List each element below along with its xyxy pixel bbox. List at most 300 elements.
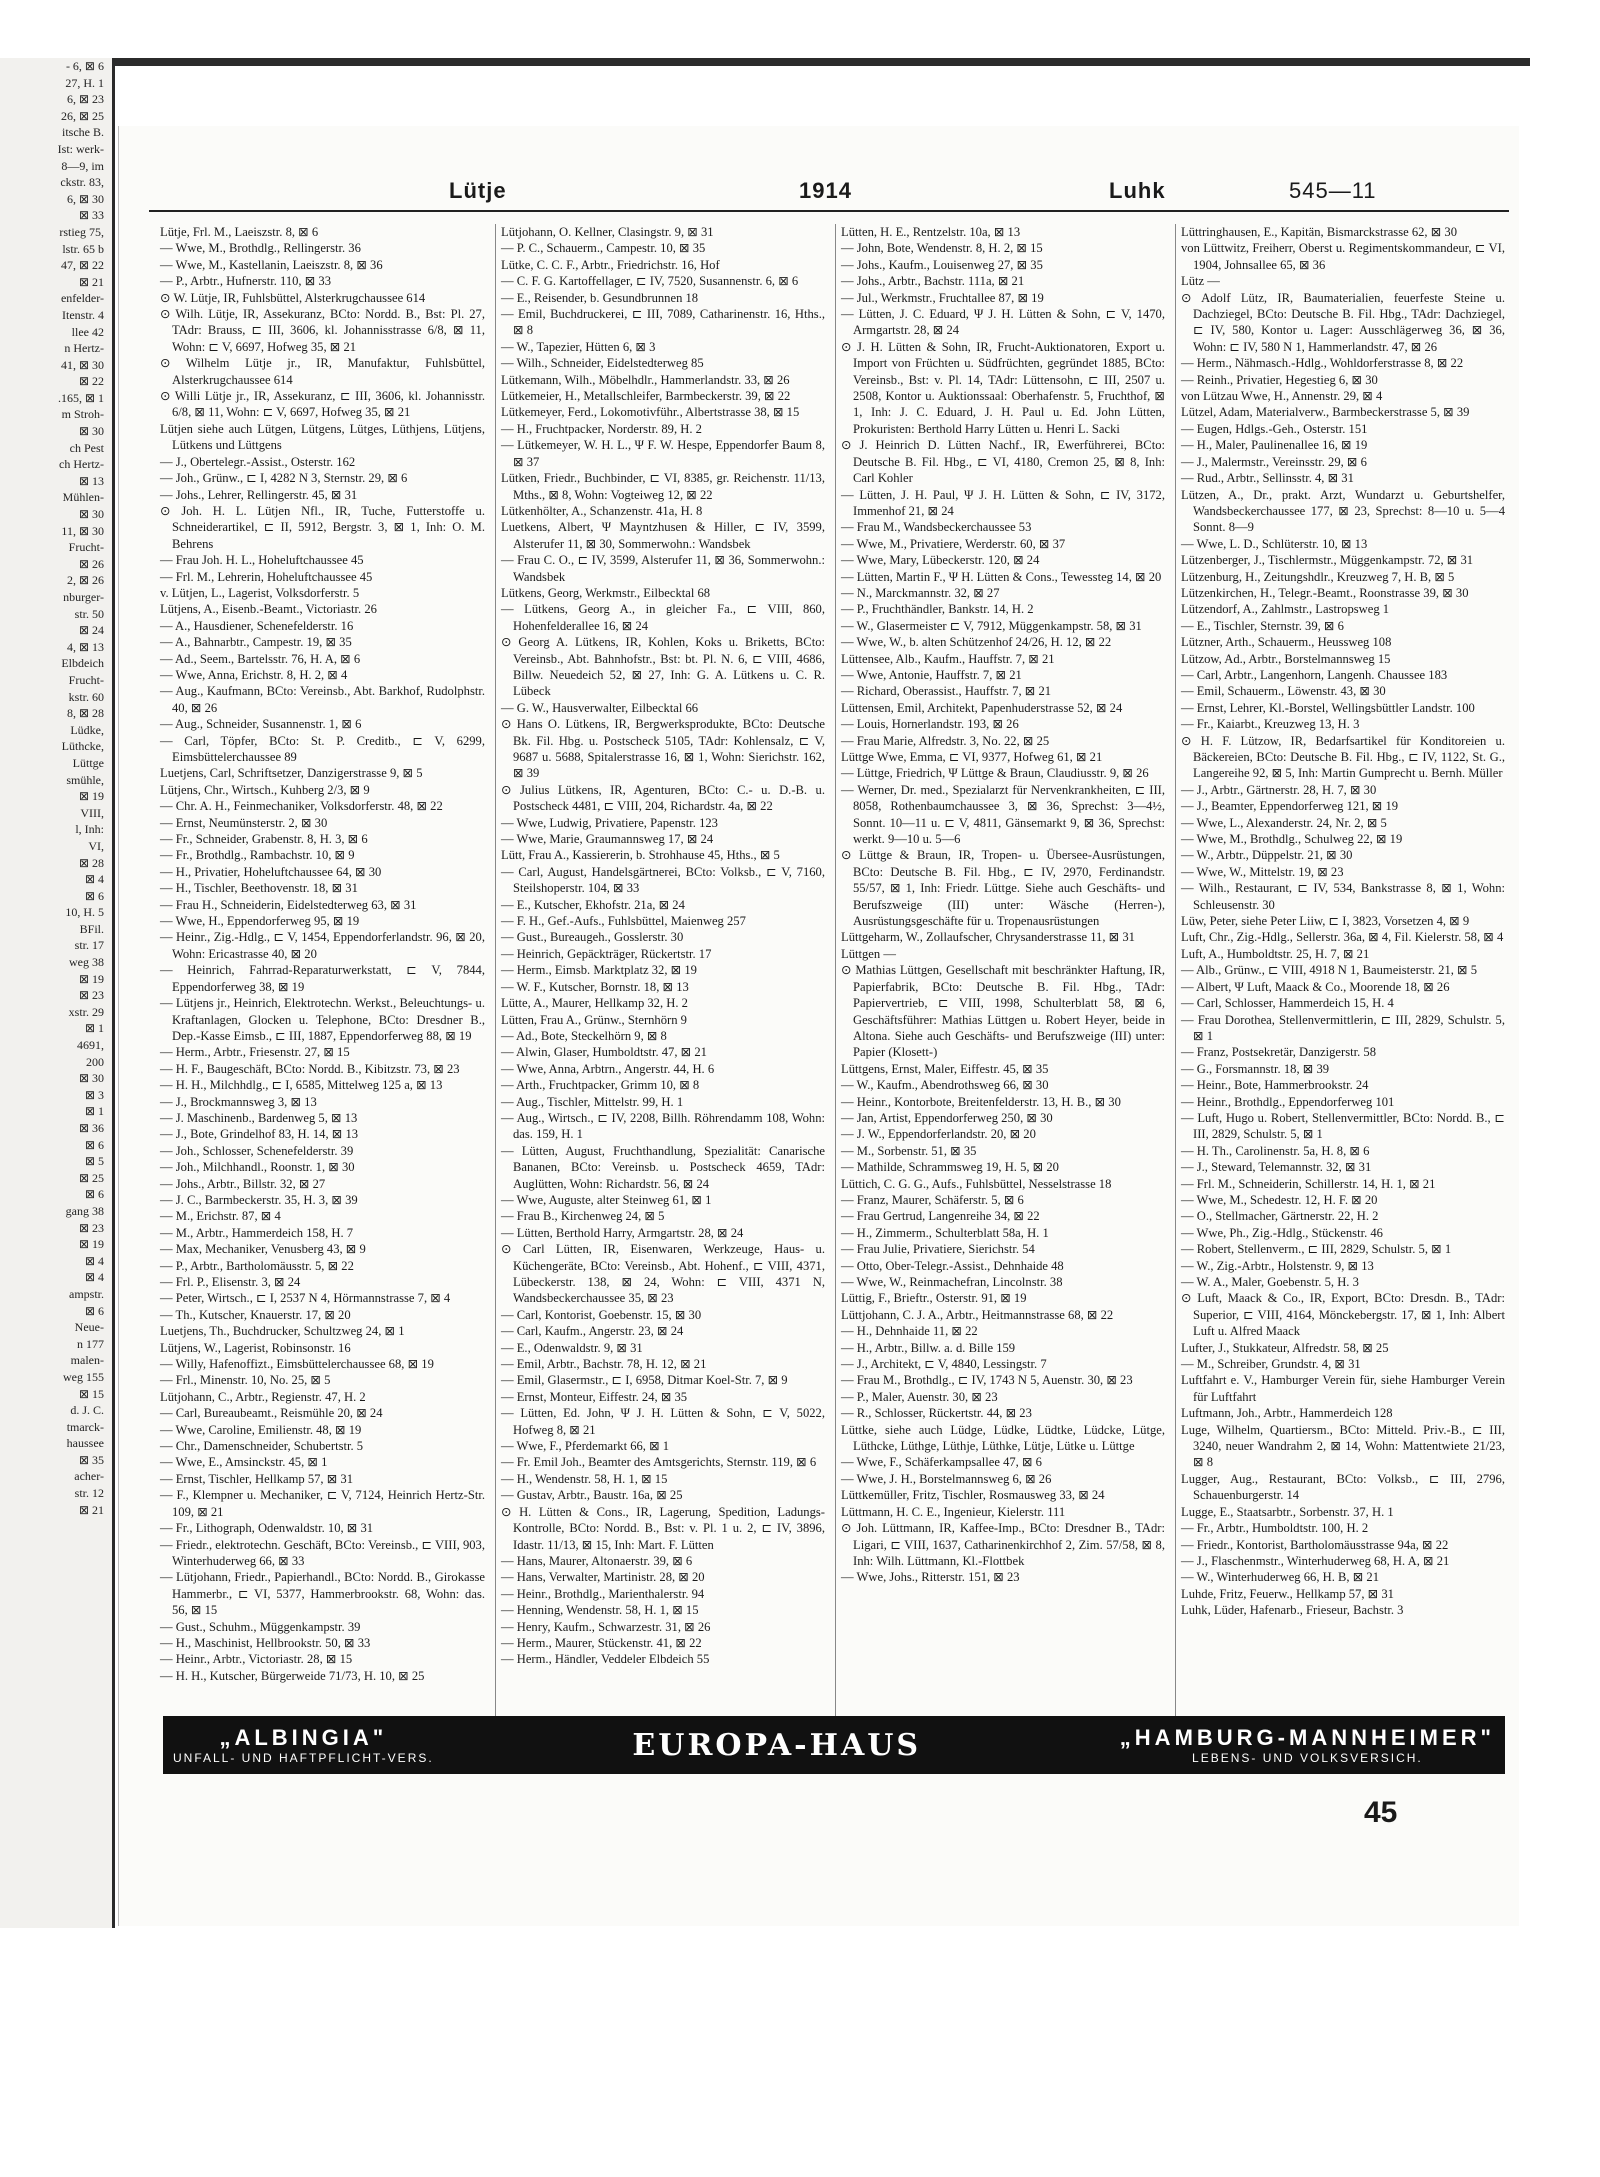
directory-entry: — F., Klempner u. Mechaniker, ⊏ V, 7124, Heinrich Hertz-Str. 109, ⊠ 21 — [160, 1488, 485, 1519]
directory-entry: Lütjohann, C., Arbtr., Regienstr. 47, H. 2 — [160, 1389, 366, 1404]
previous-page-fragment: 4691, — [77, 1038, 104, 1053]
directory-entry: — Carl, Schlosser, Hammerdeich 15, H. 4 — [1181, 996, 1394, 1011]
directory-entry: — Ernst, Monteur, Eiffestr. 24, ⊠ 35 — [501, 1389, 688, 1404]
directory-entry: Lugge, E., Staatsarbtr., Sorbenstr. 37, H. 1 — [1181, 1504, 1394, 1519]
previous-page-fragment: 4, ⊠ 13 — [66, 639, 104, 654]
directory-entry: — M., Schreiber, Grundstr. 4, ⊠ 31 — [1181, 1357, 1361, 1372]
directory-entry: Luetjens, Th., Buchdrucker, Schultzweg 24, ⊠ 1 — [160, 1324, 405, 1339]
directory-entry: v. Lütjen, L., Lagerist, Volksdorferstr. 5 — [160, 585, 360, 600]
directory-entry: — A., Bahnarbtr., Campestr. 19, ⊠ 35 — [160, 635, 352, 650]
directory-entry: — Emil, Arbtr., Bachstr. 78, H. 12, ⊠ 21 — [501, 1357, 707, 1372]
directory-entry: — W., Tapezier, Hütten 6, ⊠ 3 — [501, 339, 656, 354]
directory-entry: — Lütkemeyer, W. H. L., Ψ F. W. Hespe, Eppendorfer Baum 8, ⊠ 37 — [501, 438, 825, 469]
directory-entry: — Jan, Artist, Eppendorferweg 250, ⊠ 30 — [841, 1110, 1053, 1125]
directory-entry: ⊙ Willi Lütje jr., IR, Assekuranz, ⊏ III, 3606, kl. Johannisstr. 6/8, ⊠ 11, Wohn: ⊏ V, 6697, Hofweg 35, ⊠ 21 — [160, 389, 485, 420]
previous-page-fragment: ckstr. 83, — [60, 175, 104, 190]
header-page-number: 545—11 — [1289, 178, 1377, 203]
directory-entry: Lüttgeharm, W., Zollaufscher, Chrysanderstrasse 11, ⊠ 31 — [841, 930, 1135, 945]
directory-entry: — Frau H., Schneiderin, Eidelstedterweg 63, ⊠ 31 — [160, 897, 417, 912]
directory-entry: — Friedr., elektrotechn. Geschäft, BCto: Vereinsb., ⊏ VIII, 903, Winterhuderweg 66, ⊠ 33 — [160, 1537, 485, 1568]
directory-entry: Lütjohann, O. Kellner, Clasingstr. 9, ⊠ 31 — [501, 225, 714, 239]
previous-page-fragment: - 6, ⊠ 6 — [65, 59, 104, 73]
previous-page-fragment: ⊠ 21 — [78, 1502, 104, 1517]
advertisement-banner — [163, 1716, 1505, 1774]
directory-entry: — Herm., Nähmasch.-Hdlg., Wohldorferstrasse 8, ⊠ 22 — [1181, 356, 1464, 371]
previous-page-fragment: ⊠ 19 — [78, 789, 104, 804]
directory-entry: — Wwe, Auguste, alter Steinweg 61, ⊠ 1 — [501, 1192, 712, 1207]
previous-page-fragment: ch Hertz- — [59, 457, 104, 472]
directory-entry: — Fr., Kaiarbt., Kreuzweg 13, H. 3 — [1181, 717, 1360, 732]
directory-entry: ⊙ Adolf Lütz, IR, Baumaterialien, feuerfeste Steine u. Dachziegel, BCto: Deutsche B. Fil. Hbg., TAdr: Dachziegel, ⊏ IV, 580, Kontor u. Lager: Ausschlägerweg 36, ⊠ 36, Wohn: ⊏ IV, 580 N 1, Hammerlandstr. 47, ⊠ 26 — [1181, 290, 1505, 354]
previous-page-fragment: ⊠ 33 — [78, 208, 104, 223]
previous-page-fragment: Elbdeich — [61, 656, 104, 671]
directory-entry: — H. H., Milchhdlg., ⊏ I, 6585, Mittelweg 125 a, ⊠ 13 — [160, 1078, 443, 1093]
directory-entry: — Alwin, Glaser, Humboldtstr. 47, ⊠ 21 — [501, 1045, 707, 1060]
previous-page-fragment: 27, H. 1 — [65, 75, 104, 90]
directory-entry: — H., Zimmerm., Schulterblatt 58a, H. 1 — [841, 1225, 1049, 1240]
directory-entry: — R., Schlosser, Rückertstr. 44, ⊠ 23 — [841, 1406, 1032, 1421]
directory-entry: — Jul., Werkmstr., Fruchtallee 87, ⊠ 19 — [841, 290, 1044, 305]
previous-page-fragment: ⊠ 30 — [78, 1071, 104, 1086]
previous-page-fragment: str. 50 — [74, 606, 104, 621]
directory-entry: — Wwe, F., Pferdemarkt 66, ⊠ 1 — [501, 1439, 670, 1454]
directory-entry: ⊙ Julius Lütkens, IR, Agenturen, BCto: C.- u. D.-B. u. Postscheck 4481, ⊏ VIII, 204, Richardstr. 4a, ⊠ 22 — [501, 782, 825, 814]
directory-entry: — J., Arbtr., Gärtnerstr. 28, H. 7, ⊠ 30 — [1181, 782, 1377, 797]
directory-entry: — H., Tischler, Beethovenstr. 18, ⊠ 31 — [160, 881, 358, 896]
directory-entry: — Willy, Hafenoffizt., Eimsbüttelerchaussee 68, ⊠ 19 — [160, 1357, 434, 1372]
directory-entry: ⊙ Wilhelm Lütje jr., IR, Manufaktur, Fuhlsbüttel, Alsterkrugchaussee 614 — [160, 356, 485, 387]
previous-page-fragment: Ist: werk- — [57, 141, 104, 156]
directory-entry: — Wwe, M., Privatiere, Werderstr. 60, ⊠ 37 — [841, 536, 1066, 551]
directory-entry: Lütkens, Georg, Werkmstr., Eilbecktal 68 — [501, 585, 711, 600]
directory-entry: — Chr. A. H., Feinmechaniker, Volksdorferstr. 48, ⊠ 22 — [160, 799, 443, 814]
directory-entry: ⊙ H. F. Lützow, IR, Bedarfsartikel für Konditoreien u. Bäckereien, BCto: Deutsche B. Fil. Hbg., ⊏ IV, 1122, St. G., Langereihe 92, ⊠ 5, Inh: Martin Gumprecht u. Bernh. Müller — [1181, 733, 1505, 781]
previous-page-fragment: ⊠ 4 — [84, 1270, 104, 1285]
previous-page-fragment: ⊠ 19 — [78, 1237, 104, 1252]
directory-entry: — Th., Kutscher, Knauerstr. 17, ⊠ 20 — [160, 1307, 351, 1322]
previous-page-fragment: Lüttge — [72, 755, 104, 770]
directory-entry: Lüttkemüller, Fritz, Tischler, Rosmausweg 33, ⊠ 24 — [841, 1488, 1105, 1503]
directory-entry: — Frau Dorothea, Stellenvermittlerin, ⊏ III, 2829, Schulstr. 5, ⊠ 1 — [1181, 1012, 1505, 1043]
directory-entry: — Wwe, Ludwig, Privatiere, Papenstr. 123 — [501, 815, 718, 830]
previous-page-fragment: 6, ⊠ 23 — [66, 92, 104, 107]
directory-entry: — Heinrich, Fahrrad-Reparaturwerkstatt, ⊏ V, 7844, Eppendorferweg 38, ⊠ 19 — [160, 963, 485, 994]
previous-page-fragment: BFil. — [79, 921, 104, 936]
directory-entry: von Lüttwitz, Freiherr, Oberst u. Regimentskommandeur, ⊏ VI, 1904, Johnsallee 65, ⊠ 36 — [1181, 241, 1505, 272]
directory-entry: — Emil, Schauerm., Löwenstr. 43, ⊠ 30 — [1181, 684, 1386, 699]
directory-entry: — Lütten, Berthold Harry, Armgartstr. 28, ⊠ 24 — [501, 1225, 744, 1240]
directory-entry: — Aug., Schneider, Susannenstr. 1, ⊠ 6 — [160, 717, 362, 732]
previous-page-fragment: lstr. 65 b — [62, 241, 104, 256]
column-3 — [835, 224, 1165, 1724]
directory-entry: — Wwe, M., Schedestr. 12, H. F. ⊠ 20 — [1181, 1192, 1378, 1207]
directory-entry: — Ad., Bote, Steckelhörn 9, ⊠ 8 — [501, 1028, 667, 1043]
previous-page-fragment: ⊠ 22 — [78, 374, 104, 389]
directory-entry: — Wilh., Schneider, Eidelstedterweg 85 — [501, 356, 704, 371]
directory-entry: — J., Malermstr., Vereinsstr. 29, ⊠ 6 — [1181, 454, 1367, 469]
directory-entry: — G., Forsmannstr. 18, ⊠ 39 — [1181, 1061, 1330, 1076]
directory-entry: — H., Maschinist, Hellbrookstr. 50, ⊠ 33 — [160, 1635, 371, 1650]
column-4 — [1175, 224, 1505, 1724]
previous-page-fragment: ⊠ 35 — [78, 1452, 104, 1467]
previous-page-fragment: smühle, — [66, 772, 104, 787]
directory-entry: Luftfahrt e. V., Hamburger Verein für, siehe Hamburger Verein für Luftfahrt — [1181, 1373, 1505, 1404]
directory-entry: Lützenkirchen, H., Telegr.-Beamt., Roonstrasse 39, ⊠ 30 — [1181, 585, 1469, 600]
previous-page-fragment: 8, ⊠ 28 — [66, 706, 104, 721]
directory-entry: — Wwe, Marie, Graumannsweg 17, ⊠ 24 — [501, 832, 714, 847]
directory-entry: Lüttig, F., Brieftr., Osterstr. 91, ⊠ 19 — [841, 1291, 1027, 1306]
previous-page-fragment: Frucht- — [68, 540, 104, 555]
directory-entry: — O., Stellmacher, Gärtnerstr. 22, H. 2 — [1181, 1209, 1379, 1224]
directory-entry: — Lütten, J. C. Eduard, Ψ J. H. Lütten & Sohn, ⊏ V, 1470, Armgartstr. 28, ⊠ 24 — [841, 307, 1165, 338]
previous-page-fragment: nburger- — [63, 590, 104, 604]
directory-entry: — Frau Gertrud, Langenreihe 34, ⊠ 22 — [841, 1209, 1040, 1224]
directory-entry: — H., Wendenstr. 58, H. 1, ⊠ 15 — [501, 1471, 668, 1486]
directory-entry: ⊙ Lüttge & Braun, IR, Tropen- u. Übersee-Ausrüstungen, BCto: Deutsche B. Fil. Hbg., ⊏ IV, 2970, Ferdinandstr. 55/57, ⊠ 1, Inh: Friedr. Lüttge. Siehe auch Geschäfts- und Berufszweige (III) unter: Wäsche (Herren-), Ausrüstungsgeschäfte für u. Tropenausrüstungen — [841, 848, 1165, 929]
directory-entry: Lütte, A., Maurer, Hellkamp 32, H. 2 — [501, 996, 688, 1011]
previous-page-fragment: 11, ⊠ 30 — [61, 523, 104, 538]
directory-entry: — Wwe, Ph., Zig.-Hdlg., Stückenstr. 46 — [1181, 1225, 1383, 1240]
directory-entry: — H., Maler, Paulinenallee 16, ⊠ 19 — [1181, 438, 1368, 453]
directory-entry: Lütz — — [1181, 274, 1220, 289]
directory-entry: — Wwe, M., Kastellanin, Laeiszstr. 8, ⊠ 36 — [160, 257, 383, 272]
directory-entry: — W., Winterhuderweg 66, H. B, ⊠ 21 — [1181, 1570, 1380, 1585]
directory-entry: Luhde, Fritz, Feuerw., Hellkamp 57, ⊠ 31 — [1181, 1586, 1394, 1601]
directory-entry: Lütten, H. E., Rentzelstr. 10a, ⊠ 13 — [841, 225, 1021, 239]
column-2 — [495, 224, 825, 1724]
previous-page-fragment: tmarck- — [66, 1419, 104, 1434]
directory-entry: Lützenburg, H., Zeitungshdlr., Kreuzweg 7, H. B, ⊠ 5 — [1181, 569, 1455, 584]
directory-entry: — Emil, Glasermstr., ⊏ I, 6958, Ditmar Koel-Str. 7, ⊠ 9 — [501, 1373, 788, 1388]
directory-entry: — Frau M., Wandsbeckerchaussee 53 — [841, 520, 1032, 535]
previous-page-fragment: str. 17 — [74, 938, 104, 953]
directory-entry: — Ad., Seem., Bartelsstr. 76, H. A, ⊠ 6 — [160, 651, 361, 666]
directory-entry: — H., Fruchtpacker, Norderstr. 89, H. 2 — [501, 421, 702, 436]
directory-entry: — Frau Julie, Privatiere, Sierichstr. 54 — [841, 1242, 1035, 1257]
directory-entry: — Friedr., Kontorist, Bartholomäusstrasse 94a, ⊠ 22 — [1181, 1537, 1449, 1552]
directory-entry: ⊙ J. H. Lütten & Sohn, IR, Frucht-Auktionatoren, Export u. Import von Früchten u. Südfrüchten, gegründet 1885, BCto: Vereinsb., Bst: v. Pl. 14, TAdr: Lüttensohn, ⊏ III, 2507 u. 2508, Kontor u. Auktionssaal: Oberhafenstr. 5, Fruchthof, ⊠ 1, Inh: J. C. Eduard, J. H. Paul u. Ed. John Lütten, Prokuristen: Berthold Harry Lütten u. Henri L. Sacki — [841, 339, 1165, 436]
directory-entry: Luetjens, Carl, Schriftsetzer, Danzigerstrasse 9, ⊠ 5 — [160, 766, 423, 781]
directory-entry: — Herm., Maurer, Stückenstr. 41, ⊠ 22 — [501, 1635, 702, 1650]
previous-page-fragment: ⊠ 23 — [78, 1220, 104, 1235]
directory-entry: — Aug., Tischler, Mittelstr. 99, H. 1 — [501, 1094, 684, 1109]
previous-page-fragment: llee 42 — [71, 324, 104, 339]
directory-entry: — J., Beamter, Eppendorferweg 121, ⊠ 19 — [1181, 799, 1399, 814]
directory-entry: — Frau Joh. H. L., Hoheluftchaussee 45 — [160, 553, 364, 568]
directory-entry: — W. F., Kutscher, Bornstr. 18, ⊠ 13 — [501, 979, 689, 994]
directory-entry: — Carl, Arbtr., Langenhorn, Langenh. Chaussee 183 — [1181, 667, 1448, 682]
directory-entry: Lütkemeyer, Ferd., Lokomotivführ., Albertstrasse 38, ⊠ 15 — [501, 405, 800, 420]
directory-entry: — Emil, Buchdruckerei, ⊏ III, 7089, Catharinenstr. 16, Hths., ⊠ 8 — [501, 307, 825, 338]
previous-page-fragment: ⊠ 1 — [84, 1021, 104, 1036]
directory-entry: — Frau B., Kirchenweg 24, ⊠ 5 — [501, 1209, 665, 1224]
directory-entry: — Carl, Töpfer, BCto: St. P. Creditb., ⊏ V, 6299, Eimsbüttelerchaussee 89 — [160, 733, 485, 764]
previous-page-fragment: ⊠ 24 — [78, 623, 104, 638]
directory-entry: — Wwe, H., Eppendorferweg 95, ⊠ 19 — [160, 914, 360, 929]
directory-entry: — Carl, Bureaubeamt., Reismühle 20, ⊠ 24 — [160, 1406, 383, 1421]
ad-hm-title: „HAMBURG-MANNHEIMER" — [1119, 1725, 1495, 1750]
directory-entry: — Ernst, Lehrer, Kl.-Borstel, Wellingsbüttler Landstr. 100 — [1181, 700, 1475, 715]
column-1 — [155, 224, 485, 1724]
directory-entry: — Frl. M., Lehrerin, Hoheluftchaussee 45 — [160, 569, 373, 584]
directory-entry: — J., Brockmannsweg 3, ⊠ 13 — [160, 1094, 317, 1109]
directory-entry: ⊙ Wilh. Lütje, IR, Assekuranz, BCto: Nordd. B., Bst: Pl. 27, TAdr: Brauss, ⊏ III, 3606, kl. Johannisstrasse 6/8, ⊠ 11, Wohn: ⊏ V, 6697, Hofweg 35, ⊠ 21 — [160, 307, 485, 354]
directory-entry: Lütke, C. C. F., Arbtr., Friedrichstr. 16, Hof — [501, 257, 720, 272]
directory-entry: Luft, A., Humboldtstr. 25, H. 7, ⊠ 21 — [1181, 946, 1370, 961]
directory-entry: — Lütten, August, Fruchthandlung, Spezialität: Canarische Bananen, BCto: Vereinsb. u. Postscheck 4659, TAdr: Auglütten, Wohn: Richardstr. 56, ⊠ 24 — [501, 1143, 825, 1191]
directory-entry: Lüttensee, Alb., Kaufm., Hauffstr. 7, ⊠ 21 — [841, 651, 1055, 666]
directory-entry: — Heinr., Brothdlg., Eppendorferweg 101 — [1181, 1094, 1395, 1109]
scan-margin — [0, 1928, 1600, 2177]
directory-entry: — Arth., Fruchtpacker, Grimm 10, ⊠ 8 — [501, 1078, 700, 1093]
directory-entry: — Lütjens jr., Heinrich, Elektrotechn. Werkst., Beleuchtungs- u. Kraftanlagen, Glocken u. Telephone, BCto: Dresdner B., Dep.-Kasse Eimsb., ⊏ III, 1887, Eppendorferweg 88, ⊠ 19 — [160, 996, 485, 1043]
directory-entry: Luge, Wilhelm, Quartiersm., BCto: Mitteld. Priv.-B., ⊏ III, 3240, neuer Wandrahm 2, ⊠ 14, Wohn: Mattentwiete 21/23, ⊠ 8 — [1181, 1422, 1505, 1470]
directory-entry: Lütten, Frau A., Grünw., Sternhörn 9 — [501, 1012, 687, 1027]
directory-entry: — Heinr., Arbtr., Victoriastr. 28, ⊠ 15 — [160, 1652, 353, 1667]
directory-entry: — P., Arbtr., Hufnerstr. 110, ⊠ 33 — [160, 274, 332, 289]
directory-entry: — Wwe, F., Schäferkampsallee 47, ⊠ 6 — [841, 1455, 1042, 1470]
directory-entry: ⊙ H. Lütten & Cons., IR, Lagerung, Spedition, Ladungs-Kontrolle, BCto: Nordd. B., Bst: v. Pl. 1 u. 2, ⊏ IV, 3896, Idastr. 11/13, ⊠ 15, Inh: Mart. F. Lütten — [501, 1504, 825, 1552]
directory-entry: — J., Flaschenmstr., Winterhuderweg 68, H. A, ⊠ 21 — [1181, 1553, 1450, 1568]
directory-entry: — Lütten, J. H. Paul, Ψ J. H. Lütten & Sohn, ⊏ IV, 3172, Immenhof 21, ⊠ 24 — [841, 487, 1165, 518]
directory-entry: — Frau C. O., ⊏ IV, 3599, Alsterufer 11, ⊠ 36, Sommerwohn.: Wandsbek — [501, 553, 825, 584]
previous-page-fragment: 47, ⊠ 22 — [60, 258, 104, 273]
directory-entry: — Max, Mechaniker, Venusberg 43, ⊠ 9 — [160, 1242, 366, 1257]
directory-entry: — H., Privatier, Hoheluftchaussee 64, ⊠ 30 — [160, 864, 382, 879]
directory-entry: Lüw, Peter, siehe Peter Liiw, ⊏ I, 3823, Vorsetzen 4, ⊠ 9 — [1181, 914, 1470, 929]
directory-entry: — J. Maschinenb., Bardenweg 5, ⊠ 13 — [160, 1110, 358, 1125]
previous-page-fragment: n 177 — [77, 1336, 104, 1351]
previous-page-fragment: 6, ⊠ 30 — [66, 191, 104, 206]
directory-entry: Lüttich, C. G. G., Aufs., Fuhlsbüttel, Nesselstrasse 18 — [841, 1176, 1112, 1191]
directory-entry: — P., Maler, Auenstr. 30, ⊠ 23 — [841, 1389, 998, 1404]
directory-entry: Lütjens, Chr., Wirtsch., Kuhberg 2/3, ⊠ 9 — [160, 782, 370, 797]
ad-hm-subtitle: LEBENS- UND VOLKSVERSICH. — [1192, 1751, 1423, 1765]
directory-entry: — Frl. P., Elisenstr. 3, ⊠ 24 — [160, 1275, 301, 1289]
directory-entry: ⊙ W. Lütje, IR, Fuhlsbüttel, Alsterkrugchaussee 614 — [160, 290, 426, 305]
directory-entry: — Hans, Maurer, Altonaerstr. 39, ⊠ 6 — [501, 1553, 693, 1568]
previous-page-fragment: 200 — [86, 1054, 104, 1069]
directory-entry: — Ernst, Neumünsterstr. 2, ⊠ 30 — [160, 815, 328, 830]
header-year: 1914 — [799, 178, 852, 203]
previous-page-fragment: n Hertz- — [64, 341, 104, 356]
directory-entry: — Wwe, Johs., Ritterstr. 151, ⊠ 23 — [841, 1570, 1020, 1585]
directory-entry: Lütkenhölter, A., Schanzenstr. 41a, H. 8 — [501, 503, 703, 518]
directory-entry: Lugger, Aug., Restaurant, BCto: Volksb., ⊏ III, 2796, Schauenburgerstr. 14 — [1181, 1471, 1505, 1503]
directory-entry: — Gust., Bureaugeh., Gosslerstr. 30 — [501, 930, 684, 945]
previous-page-fragment: .165, ⊠ 1 — [57, 390, 104, 405]
directory-entry: — H., Arbtr., Billw. a. d. Bille 159 — [841, 1340, 1016, 1355]
directory-entry: — J. W., Eppendorferlandstr. 20, ⊠ 20 — [841, 1127, 1036, 1142]
directory-entry: — Wwe, L., Alexanderstr. 24, Nr. 2, ⊠ 5 — [1181, 815, 1387, 830]
previous-page-fragment: 10, H. 5 — [65, 905, 104, 920]
header-rule — [149, 210, 1509, 212]
header-left-name: Lütje — [449, 178, 507, 203]
directory-entry: — Wwe, L. D., Schlüterstr. 10, ⊠ 13 — [1181, 536, 1368, 551]
previous-page-fragment: ⊠ 23 — [78, 988, 104, 1003]
directory-entry: — Heinr., Brothdlg., Marienthalerstr. 94 — [501, 1586, 705, 1601]
directory-entry: — Lütten, Martin F., Ψ H. Lütten & Cons., Tewessteg 14, ⊠ 20 — [841, 569, 1162, 584]
directory-entry: — Wwe, Anna, Erichstr. 8, H. 2, ⊠ 4 — [160, 667, 348, 682]
directory-entry: — J., Bote, Grindelhof 83, H. 14, ⊠ 13 — [160, 1127, 359, 1142]
previous-page-fragment: ⊠ 21 — [78, 274, 104, 289]
directory-entry: — Frl., Minenstr. 10, No. 25, ⊠ 5 — [160, 1373, 331, 1388]
previous-page-fragment: ⊠ 13 — [78, 473, 104, 488]
directory-entry: — H., Dehnhaide 11, ⊠ 22 — [841, 1324, 978, 1339]
previous-page-fragment: kstr. 60 — [68, 689, 104, 704]
previous-page-fragment: Lüthcke, — [61, 739, 104, 754]
directory-entry: — Richard, Oberassist., Hauffstr. 7, ⊠ 21 — [841, 684, 1052, 699]
directory-entry: — Lüttge, Friedrich, Ψ Lüttge & Braun, Claudiusstr. 9, ⊠ 26 — [841, 766, 1149, 781]
directory-entry: — Joh., Schlosser, Schenefelderstr. 39 — [160, 1143, 354, 1158]
directory-entry: — Wwe, W., Mittelstr. 19, ⊠ 23 — [1181, 864, 1344, 879]
previous-page-fragment: haussee — [66, 1436, 104, 1451]
directory-entry: — Fr., Arbtr., Humboldtstr. 100, H. 2 — [1181, 1521, 1369, 1536]
previous-page-fragment: 8—9, im — [61, 158, 104, 173]
directory-entry: — Wwe, W., b. alten Schützenhof 24/26, H. 12, ⊠ 22 — [841, 635, 1112, 650]
directory-entry: — J., Architekt, ⊏ V, 4840, Lessingstr. 7 — [841, 1357, 1047, 1372]
previous-page-fragment: ⊠ 6 — [84, 1303, 104, 1318]
directory-entry: Lüttmann, H. C. E., Ingenieur, Kielerstr. 111 — [841, 1504, 1066, 1519]
directory-entry: — Herm., Eimsb. Marktplatz 32, ⊠ 19 — [501, 963, 697, 978]
previous-page-fragment: ⊠ 15 — [78, 1386, 104, 1401]
directory-entry: — Werner, Dr. med., Spezialarzt für Nervenkrankheiten, ⊏ III, 8058, Rothenbaumchaussee 3, ⊠ 36, Sprechst: 3—4½, Sonnt. 10—11 u. ⊏ V, 4811, Gänsemarkt 9, ⊠ 36, Sprechst: werkt. 9—10 u. 5—6 — [841, 782, 1165, 847]
directory-entry: — Johs., Arbtr., Billstr. 32, ⊠ 27 — [160, 1176, 326, 1191]
previous-page-fragment: enfelder- — [60, 291, 104, 306]
directory-entry: — Fr., Lithograph, Odenwaldstr. 10, ⊠ 31 — [160, 1521, 374, 1536]
directory-entry: — Gustav, Arbtr., Baustr. 16a, ⊠ 25 — [501, 1488, 683, 1503]
directory-entry: — Heinr., Bote, Hammerbrookstr. 24 — [1181, 1078, 1369, 1093]
directory-entry: — E., Reisender, b. Gesundbrunnen 18 — [501, 290, 699, 305]
directory-entry: — Carl, Kontorist, Goebenstr. 15, ⊠ 30 — [501, 1307, 702, 1322]
directory-entry: — Wwe, W., Reinmachefran, Lincolnstr. 38 — [841, 1275, 1063, 1289]
previous-page-fragment: acher- — [74, 1469, 104, 1484]
directory-entry: — Heinr., Kontorbote, Breitenfelderstr. 13, H. B., ⊠ 30 — [841, 1094, 1121, 1109]
header-right-name: Luhk — [1109, 178, 1166, 203]
directory-entry: — F. H., Gef.-Aufs., Fuhlsbüttel, Maienweg 257 — [501, 914, 746, 929]
directory-entry: ⊙ Georg A. Lütkens, IR, Kohlen, Koks u. Briketts, BCto: Vereinsb., Abt. Bahnhofstr., Bst: bt. Pl. N. 6, ⊏ VIII, 4686, Billw. Neuedeich 52, ⊠ 27, Inh: G. A. Lütkens u. C. R. Lübeck — [501, 635, 825, 699]
directory-entry: — Aug., Kaufmann, BCto: Vereinsb., Abt. Barkhof, Rudolphstr. 40, ⊠ 26 — [160, 684, 485, 715]
directory-entry: Lütkemann, Wilh., Möbelhdlr., Hammerlandstr. 33, ⊠ 26 — [501, 372, 790, 387]
directory-entry: — Wwe, M., Brothdlg., Schulweg 22, ⊠ 19 — [1181, 832, 1403, 847]
directory-entry: — John, Bote, Wendenstr. 8, H. 2, ⊠ 15 — [841, 241, 1043, 256]
directory-entry: ⊙ Carl Lütten, IR, Eisenwaren, Werkzeuge, Haus- u. Küchengeräte, BCto: Vereinsb., Abt. Hohenf., ⊏ VIII, 4371, Lübeckerstr. 138, ⊠ 24, Wohn: ⊏ VIII, 4371 N, Wandsbeckerchaussee 35, ⊠ 23 — [501, 1242, 825, 1306]
previous-page-fragment: ⊠ 6 — [84, 1187, 104, 1202]
directory-entry: Lütkemeier, H., Metallschleifer, Barmbeckerstr. 39, ⊠ 22 — [501, 389, 791, 404]
directory-entry: — Herm., Arbtr., Friesenstr. 27, ⊠ 15 — [160, 1045, 350, 1060]
directory-entry: — Carl, Kaufm., Angerstr. 23, ⊠ 24 — [501, 1324, 684, 1339]
directory-entry: — Fr. Emil Joh., Beamter des Amtsgerichts, Sternstr. 119, ⊠ 6 — [501, 1455, 817, 1470]
directory-entry: — Frl. M., Schneiderin, Schillerstr. 14, H. 1, ⊠ 21 — [1181, 1176, 1436, 1191]
previous-page-fragment: xstr. 29 — [68, 1004, 104, 1019]
directory-entry: Lütt, Frau A., Kassiererin, b. Strohhause 45, Hths., ⊠ 5 — [501, 848, 780, 863]
directory-entry: Luhk, Lüder, Hafenarb., Frieseur, Bachstr. 3 — [1181, 1603, 1404, 1618]
directory-entry: Luft, Chr., Zig.-Hdlg., Sellerstr. 36a, ⊠ 4, Fil. Kielerstr. 58, ⊠ 4 — [1181, 930, 1504, 945]
directory-entry: Lufter, J., Stukkateur, Alfredstr. 58, ⊠ 25 — [1181, 1340, 1389, 1355]
previous-page-fragment: ⊠ 25 — [78, 1170, 104, 1185]
directory-entry: — E., Kutscher, Ekhofstr. 21a, ⊠ 24 — [501, 897, 685, 912]
directory-entry: ⊙ Joh. Lüttmann, IR, Kaffee-Imp., BCto: Dresdner B., TAdr: Ligari, ⊏ VIII, 1637, Catharinenkirchhof 2, Zim. 57/58, ⊠ 8, Inh: Wilh. Lüttmann, Kl.-Flottbek — [841, 1521, 1165, 1568]
directory-entry: — W., Glasermeister ⊏ V, 7912, Müggenkampstr. 58, ⊠ 31 — [841, 618, 1142, 633]
directory-entry: — Ernst, Tischler, Hellkamp 57, ⊠ 31 — [160, 1471, 354, 1486]
directory-entry: — A., Hausdiener, Schenefelderstr. 16 — [160, 618, 354, 633]
directory-entry: — Franz, Postsekretär, Danzigerstr. 58 — [1181, 1045, 1376, 1060]
directory-entry: — H. H., Kutscher, Bürgerweide 71/73, H. 10, ⊠ 25 — [160, 1668, 425, 1683]
directory-entry: — Hans, Verwalter, Martinistr. 28, ⊠ 20 — [501, 1570, 705, 1585]
previous-page-fragment: malen- — [70, 1353, 104, 1368]
previous-page-fragment: ⊠ 28 — [78, 855, 104, 870]
directory-entry: — M., Sorbenstr. 51, ⊠ 35 — [841, 1143, 977, 1158]
directory-entry: ⊙ J. Heinrich D. Lütten Nachf., IR, Ewerführerei, BCto: Deutsche B. Fil. Hbg., ⊏ VI, 4180, Cremon 25, ⊠ 8, Inh: Carl Kohler — [841, 438, 1165, 486]
previous-page-strip — [0, 58, 115, 1928]
ad-hamburg-mannheimer — [1120, 1725, 1495, 1765]
directory-entry: Lüttgens, Ernst, Maler, Eiffestr. 45, ⊠ 35 — [841, 1061, 1049, 1076]
previous-page-fragment: ⊠ 1 — [84, 1104, 104, 1119]
directory-entry: — Wwe, M., Brothdlg., Rellingerstr. 36 — [160, 241, 361, 256]
directory-entry: — Lütten, Ed. John, Ψ J. H. Lütten & Sohn, ⊏ V, 5022, Hofweg 8, ⊠ 21 — [501, 1406, 825, 1437]
previous-page-fragment: ⊠ 19 — [78, 971, 104, 986]
ad-albingia-subtitle: UNFALL- UND HAFTPFLICHT-VERS. — [173, 1751, 434, 1765]
directory-entry: Lützenberger, J., Tischlermstr., Müggenkampstr. 72, ⊠ 31 — [1181, 553, 1474, 568]
previous-page-fragment: VI, — [88, 838, 104, 853]
previous-page-fragment: ⊠ 36 — [78, 1121, 104, 1135]
directory-entry: — P. C., Schauerm., Campestr. 10, ⊠ 35 — [501, 241, 706, 256]
directory-entry: — Lütkens, Georg A., in gleicher Fa., ⊏ VIII, 860, Hohenfelderallee 16, ⊠ 24 — [501, 602, 825, 633]
directory-entry: — Rud., Arbtr., Sellinsstr. 4, ⊠ 31 — [1181, 471, 1354, 486]
previous-page-fragment: ch Pest — [69, 440, 104, 455]
ad-albingia — [173, 1725, 434, 1765]
previous-page-fragment: ⊠ 3 — [84, 1087, 104, 1102]
directory-entry: — Wwe, Mary, Lübeckerstr. 120, ⊠ 24 — [841, 553, 1040, 568]
previous-page-fragment: m Stroh- — [61, 407, 104, 422]
directory-entry: — E., Odenwaldstr. 9, ⊠ 31 — [501, 1340, 643, 1355]
directory-entry: — Lütjohann, Friedr., Papierhandl., BCto: Nordd. B., Girokasse Hammerbr., ⊏ VI, 5377, Hammerbrookstr. 68, Wohn: das. 56, ⊠ 15 — [160, 1570, 485, 1618]
directory-entry: — Franz, Maurer, Schäferstr. 5, ⊠ 6 — [841, 1192, 1024, 1207]
directory-entry: Lütje, Frl. M., Laeiszstr. 8, ⊠ 6 — [160, 225, 319, 239]
directory-entry: Lüttringhausen, E., Kapitän, Bismarckstrasse 62, ⊠ 30 — [1181, 225, 1458, 239]
previous-page-fragment: weg 38 — [69, 955, 104, 970]
directory-entry: Lütjens, A., Eisenb.-Beamt., Victoriastr. 26 — [160, 602, 377, 617]
directory-entry: — M., Erichstr. 87, ⊠ 4 — [160, 1209, 281, 1224]
directory-entry: — Johs., Kaufm., Louisenweg 27, ⊠ 35 — [841, 257, 1043, 272]
directory-entry: — J., Obertelegr.-Assist., Osterstr. 162 — [160, 454, 356, 469]
directory-entry: Lützow, Ad., Arbtr., Borstelmannsweg 15 — [1181, 651, 1391, 666]
previous-page-fragment: Lüdke, — [70, 722, 104, 737]
ad-europa-haus: EUROPA-HAUS — [632, 1727, 922, 1763]
directory-entry: — C. F. G. Kartoffellager, ⊏ IV, 7520, Susannenstr. 6, ⊠ 6 — [501, 274, 799, 289]
directory-entry: Lützel, Adam, Materialverw., Barmbeckerstrasse 5, ⊠ 39 — [1181, 405, 1470, 420]
directory-entry: — Reinh., Privatier, Hegestieg 6, ⊠ 30 — [1181, 372, 1378, 387]
directory-entry: — Frau Marie, Alfredstr. 3, No. 22, ⊠ 25 — [841, 733, 1050, 748]
previous-page-fragment: d. J. C. — [70, 1403, 104, 1418]
directory-entry: — J. C., Barmbeckerstr. 35, H. 3, ⊠ 39 — [160, 1192, 358, 1207]
directory-entry: ⊙ Hans O. Lütkens, IR, Bergwerksprodukte, BCto: Deutsche Bk. Fil. Hbg. u. Postscheck 5105, TAdr: Kohlensalz, ⊏ V, 9687 u. 5688, Spitalerstrasse 16, ⊠ 1, Wohn: Sierichstr. 162, ⊠ 39 — [501, 717, 825, 781]
previous-page-fragment: ⊠ 6 — [84, 1137, 104, 1152]
directory-entry: — Joh., Grünw., ⊏ I, 4282 N 3, Sternstr. 29, ⊠ 6 — [160, 471, 408, 486]
directory-entry: Lüttke, siehe auch Lüdge, Lüdke, Lüdtke, Lüdcke, Lütge, Lüthcke, Lüthge, Lüthje, Lüthke, Lütje, Lütke u. Lüttge — [841, 1422, 1165, 1454]
directory-entry: — Wwe, E., Amsinckstr. 45, ⊠ 1 — [160, 1455, 328, 1470]
directory-entry: — Herm., Händler, Veddeler Elbdeich 55 — [501, 1652, 710, 1667]
previous-page-lines — [0, 58, 112, 1518]
directory-entry: — J., Steward, Telemannstr. 32, ⊠ 31 — [1181, 1160, 1372, 1175]
scan-edge — [0, 58, 1530, 66]
ad-albingia-title: „ALBINGIA" — [219, 1725, 388, 1750]
directory-entry: — E., Tischler, Sternstr. 39, ⊠ 6 — [1181, 618, 1344, 633]
directory-entry: — Chr., Damenschneider, Schubertstr. 5 — [160, 1439, 364, 1454]
previous-page-fragment: VIII, — [80, 805, 104, 820]
directory-entry: — Wilh., Restaurant, ⊏ IV, 534, Bankstrasse 8, ⊠ 1, Wohn: Schleusenstr. 30 — [1181, 881, 1505, 912]
directory-entry: — Albert, Ψ Luft, Maack & Co., Moorende 18, ⊠ 26 — [1181, 979, 1450, 994]
